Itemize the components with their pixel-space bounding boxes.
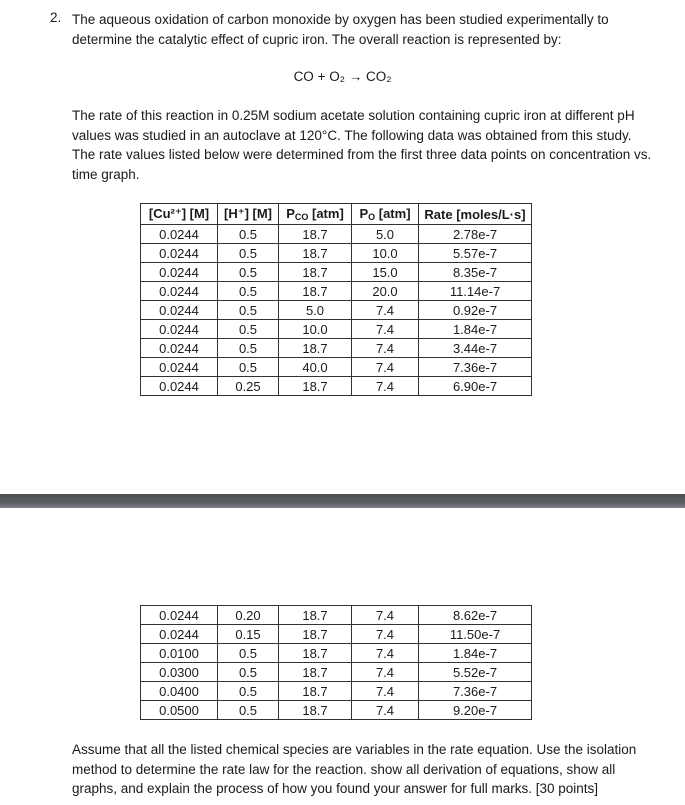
- cell-po: 7.4: [352, 663, 419, 682]
- cell-rate: 0.92e-7: [419, 301, 532, 320]
- cell-po: 10.0: [352, 244, 419, 263]
- cell-h: 0.5: [218, 358, 279, 377]
- cell-h: 0.5: [218, 225, 279, 244]
- table-row: [141, 682, 532, 701]
- table-row: [141, 377, 532, 396]
- question-instructions: [72, 740, 652, 799]
- reaction-equation: CO + O₂ → CO₂: [293, 69, 392, 84]
- cell-rate: 1.84e-7: [419, 320, 532, 339]
- intro-text: The aqueous oxidation of carbon monoxide by oxygen has been studied experimentally to determine the catalytic effect of cupric iron. The overall reaction is represented by:: [72, 12, 609, 47]
- question-number: 2.: [50, 10, 62, 25]
- table-row: [141, 701, 532, 720]
- cell-rate: 1.84e-7: [419, 644, 532, 663]
- table-row: [141, 625, 532, 644]
- cell-pco: 18.7: [279, 244, 352, 263]
- cell-po: 15.0: [352, 263, 419, 282]
- header-pco: [279, 204, 352, 225]
- cell-rate: 5.52e-7: [419, 663, 532, 682]
- cell-cu: 0.0244: [141, 301, 218, 320]
- page-break-bar: [0, 494, 685, 508]
- data-table-bottom: [140, 605, 532, 720]
- cell-h: 0.5: [218, 701, 279, 720]
- cell-po: 7.4: [352, 625, 419, 644]
- cell-cu: 0.0100: [141, 644, 218, 663]
- cell-h: 0.5: [218, 282, 279, 301]
- cell-cu: 0.0244: [141, 377, 218, 396]
- cell-cu: 0.0500: [141, 701, 218, 720]
- table-row: [141, 225, 532, 244]
- cell-po: 7.4: [352, 682, 419, 701]
- cell-h: 0.5: [218, 263, 279, 282]
- context-text: The rate of this reaction in 0.25M sodium acetate solution containing cupric iron at different pH values was studied in an autoclave at 120°C. The following data was obtained from this study. The rate values listed below were determined from the first three data points on concentration vs. time graph.: [72, 108, 652, 182]
- table-row: [141, 663, 532, 682]
- cell-po: 7.4: [352, 644, 419, 663]
- cell-pco: 5.0: [279, 301, 352, 320]
- cell-po: 5.0: [352, 225, 419, 244]
- table-row: [141, 358, 532, 377]
- cell-cu: 0.0244: [141, 606, 218, 625]
- closing-text: Assume that all the listed chemical species are variables in the rate equation. Use the isolation method to determine the rate law for the reaction. show all derivation of equations, show all graphs, and explain the process of how you found your answer for full marks. [30 points]: [72, 742, 637, 796]
- cell-rate: 11.50e-7: [419, 625, 532, 644]
- cell-h: 0.5: [218, 320, 279, 339]
- table-row: [141, 263, 532, 282]
- cell-po: 20.0: [352, 282, 419, 301]
- cell-pco: 18.7: [279, 644, 352, 663]
- header-pco-main: P: [286, 206, 295, 221]
- cell-cu: 0.0244: [141, 339, 218, 358]
- cell-pco: 40.0: [279, 358, 352, 377]
- cell-rate: 11.14e-7: [419, 282, 532, 301]
- cell-po: 7.4: [352, 320, 419, 339]
- table-row: [141, 606, 532, 625]
- header-pco-unit: [atm]: [308, 206, 344, 221]
- cell-pco: 18.7: [279, 339, 352, 358]
- header-rate: Rate [moles/L·s]: [419, 204, 532, 225]
- cell-rate: 7.36e-7: [419, 358, 532, 377]
- cell-po: 7.4: [352, 339, 419, 358]
- cell-rate: 2.78e-7: [419, 225, 532, 244]
- cell-rate: 6.90e-7: [419, 377, 532, 396]
- cell-pco: 18.7: [279, 225, 352, 244]
- header-po-unit: [atm]: [375, 206, 411, 221]
- table-row: [141, 282, 532, 301]
- cell-cu: 0.0244: [141, 282, 218, 301]
- question-context: [72, 106, 652, 184]
- cell-pco: 18.7: [279, 682, 352, 701]
- cell-h: 0.15: [218, 625, 279, 644]
- table-row: [141, 644, 532, 663]
- cell-h: 0.5: [218, 301, 279, 320]
- cell-cu: 0.0400: [141, 682, 218, 701]
- cell-h: 0.5: [218, 644, 279, 663]
- cell-cu: 0.0244: [141, 225, 218, 244]
- data-table-top: [140, 203, 532, 396]
- cell-cu: 0.0244: [141, 625, 218, 644]
- cell-rate: 5.57e-7: [419, 244, 532, 263]
- cell-po: 7.4: [352, 606, 419, 625]
- header-pco-sub: CO: [294, 212, 309, 222]
- cell-pco: 18.7: [279, 663, 352, 682]
- cell-h: 0.5: [218, 244, 279, 263]
- cell-po: 7.4: [352, 301, 419, 320]
- cell-cu: 0.0244: [141, 358, 218, 377]
- cell-cu: 0.0244: [141, 263, 218, 282]
- header-po: [352, 204, 419, 225]
- cell-cu: 0.0244: [141, 320, 218, 339]
- cell-rate: 9.20e-7: [419, 701, 532, 720]
- cell-pco: 18.7: [279, 606, 352, 625]
- cell-cu: 0.0244: [141, 244, 218, 263]
- cell-h: 0.5: [218, 339, 279, 358]
- question-intro: [72, 10, 652, 49]
- cell-h: 0.25: [218, 377, 279, 396]
- cell-po: 7.4: [352, 701, 419, 720]
- table-row: [141, 339, 532, 358]
- header-po-main: P: [359, 206, 369, 221]
- cell-h: 0.20: [218, 606, 279, 625]
- table-row: [141, 244, 532, 263]
- table-row: [141, 320, 532, 339]
- header-h: [H⁺] [M]: [218, 204, 279, 225]
- cell-rate: 8.62e-7: [419, 606, 532, 625]
- cell-pco: 18.7: [279, 377, 352, 396]
- cell-po: 7.4: [352, 358, 419, 377]
- table-row: [141, 301, 532, 320]
- cell-rate: 7.36e-7: [419, 682, 532, 701]
- cell-pco: 18.7: [279, 625, 352, 644]
- cell-rate: 8.35e-7: [419, 263, 532, 282]
- cell-pco: 10.0: [279, 320, 352, 339]
- table-header-row: [141, 204, 532, 225]
- cell-pco: 18.7: [279, 263, 352, 282]
- cell-h: 0.5: [218, 682, 279, 701]
- cell-rate: 3.44e-7: [419, 339, 532, 358]
- cell-pco: 18.7: [279, 701, 352, 720]
- cell-pco: 18.7: [279, 282, 352, 301]
- header-cu: [Cu²⁺] [M]: [141, 204, 218, 225]
- header-po-sub: O: [368, 212, 376, 222]
- cell-h: 0.5: [218, 663, 279, 682]
- cell-cu: 0.0300: [141, 663, 218, 682]
- cell-po: 7.4: [352, 377, 419, 396]
